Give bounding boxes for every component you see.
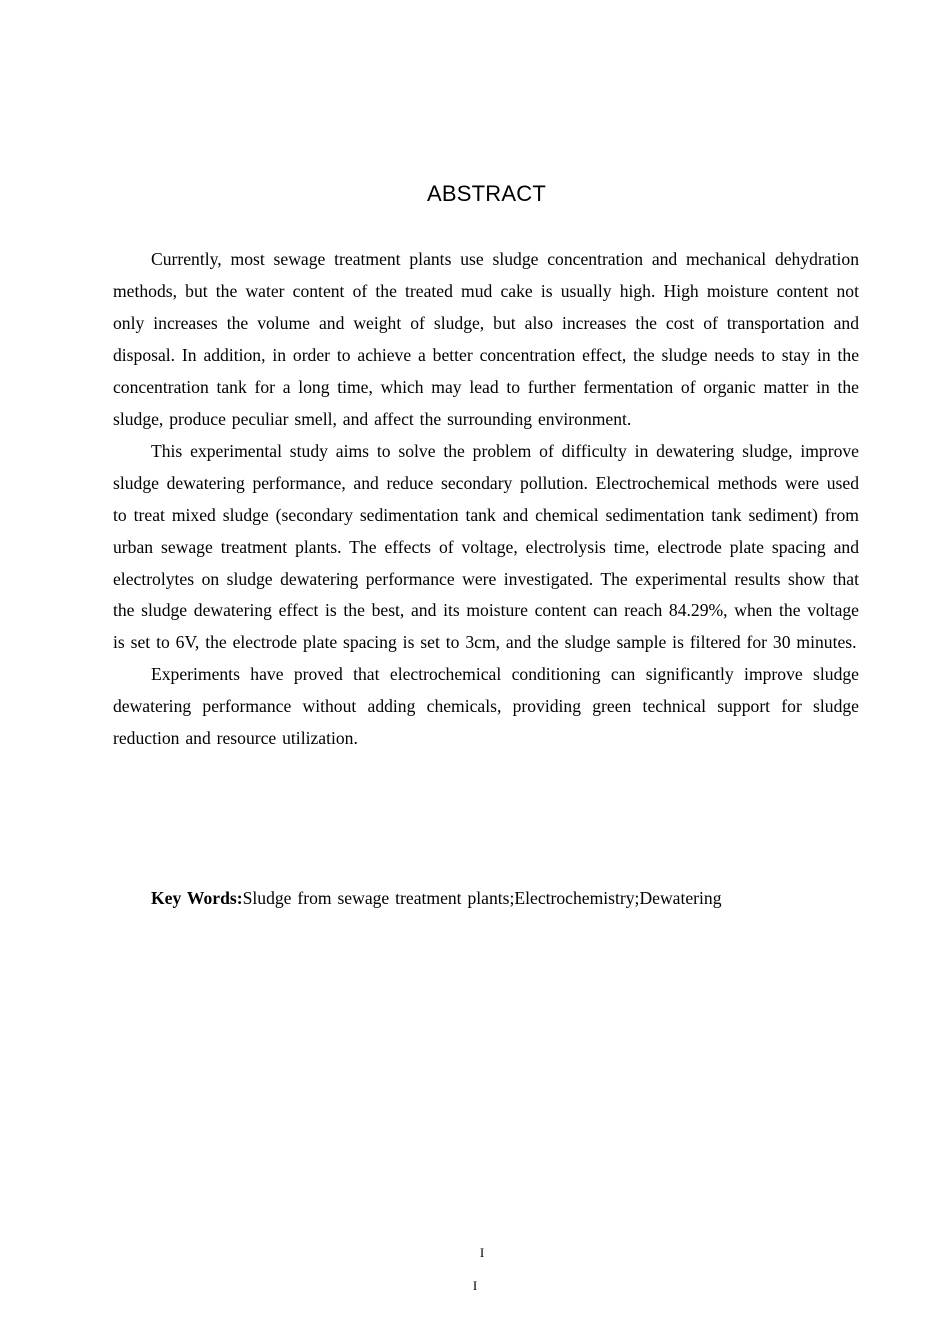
keywords-label: Key Words:: [151, 888, 243, 908]
keywords-line: [113, 883, 859, 915]
page-number-lower: I: [472, 1278, 478, 1293]
abstract-paragraph-3: Experiments have proved that electrochemical conditioning can significantly improve sludge dewatering performance without adding chemicals, providing green technical support for sludge reduction and resource utilization.: [113, 664, 859, 749]
page-number-upper: I: [479, 1245, 485, 1260]
abstract-paragraph-2: This experimental study aims to solve the problem of difficulty in dewatering sludge, improve sludge dewatering performance, and reduce secondary pollution. Electrochemical methods were used to treat mixed sludge (secondary sedimentation tank and chemical sedimentation tank sediment) from urban sewage treatment plants. The effects of voltage, electrolysis time, electrode plate spacing and electrolytes on sludge dewatering performance were investigated. The experimental results show that the sludge dewatering effect is the best, and its moisture content can reach 84.29%, when the voltage is set to 6V, the electrode plate spacing is set to 3cm, and the sludge sample is filtered for 30 minutes.: [113, 440, 859, 653]
abstract-title: ABSTRACT: [427, 181, 546, 206]
abstract-body: [113, 244, 859, 755]
keywords-value: Sludge from sewage treatment plants;Electrochemistry;Dewatering: [242, 888, 722, 908]
abstract-paragraph-1: Currently, most sewage treatment plants use sludge concentration and mechanical dehydration methods, but the water content of the treated mud cake is usually high. High moisture content not only increases the volume and weight of sludge, but also increases the cost of transportation and disposal. In addition, in order to achieve a better concentration effect, the sludge needs to stay in the concentration tank for a long time, which may lead to further fermentation of organic matter in the sludge, produce peculiar smell, and affect the surrounding environment.: [113, 249, 859, 429]
